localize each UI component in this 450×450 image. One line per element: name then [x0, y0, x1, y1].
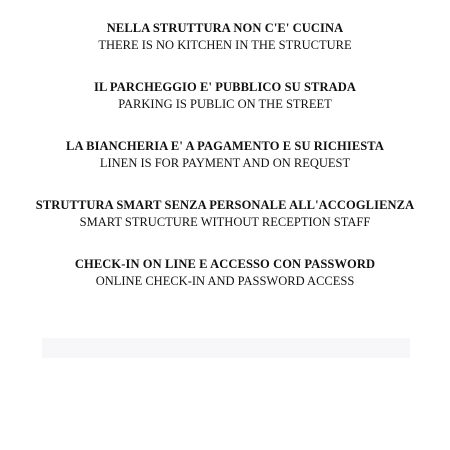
notice-kitchen	[0, 20, 450, 54]
notice-parking	[0, 79, 450, 113]
notice-list	[0, 20, 450, 290]
notice-italian-text: CHECK-IN ON LINE E ACCESSO CON PASSWORD	[74, 257, 376, 271]
notice-check-in	[0, 256, 450, 290]
notice-english-text: PARKING IS PUBLIC ON THE STREET	[118, 97, 332, 111]
faint-background-band	[42, 338, 410, 358]
notice-english-text: SMART STRUCTURE WITHOUT RECEPTION STAFF	[79, 215, 371, 229]
notice-english-text: LINEN IS FOR PAYMENT AND ON REQUEST	[99, 156, 351, 170]
notice-italian-text: LA BIANCHERIA E' A PAGAMENTO E SU RICHIESTA	[66, 139, 384, 153]
notice-smart-structure	[0, 197, 450, 231]
notice-linen	[0, 138, 450, 172]
notice-english-text: THERE IS NO KITCHEN IN THE STRUCTURE	[98, 38, 352, 52]
notice-english-text: ONLINE CHECK-IN AND PASSWORD ACCESS	[95, 274, 355, 288]
notice-italian-text: IL PARCHEGGIO E' PUBBLICO SU STRADA	[94, 80, 356, 94]
notice-italian-text: NELLA STRUTTURA NON C'E' CUCINA	[106, 21, 344, 35]
notice-italian-text: STRUTTURA SMART SENZA PERSONALE ALL'ACCOGLIENZA	[35, 198, 415, 212]
